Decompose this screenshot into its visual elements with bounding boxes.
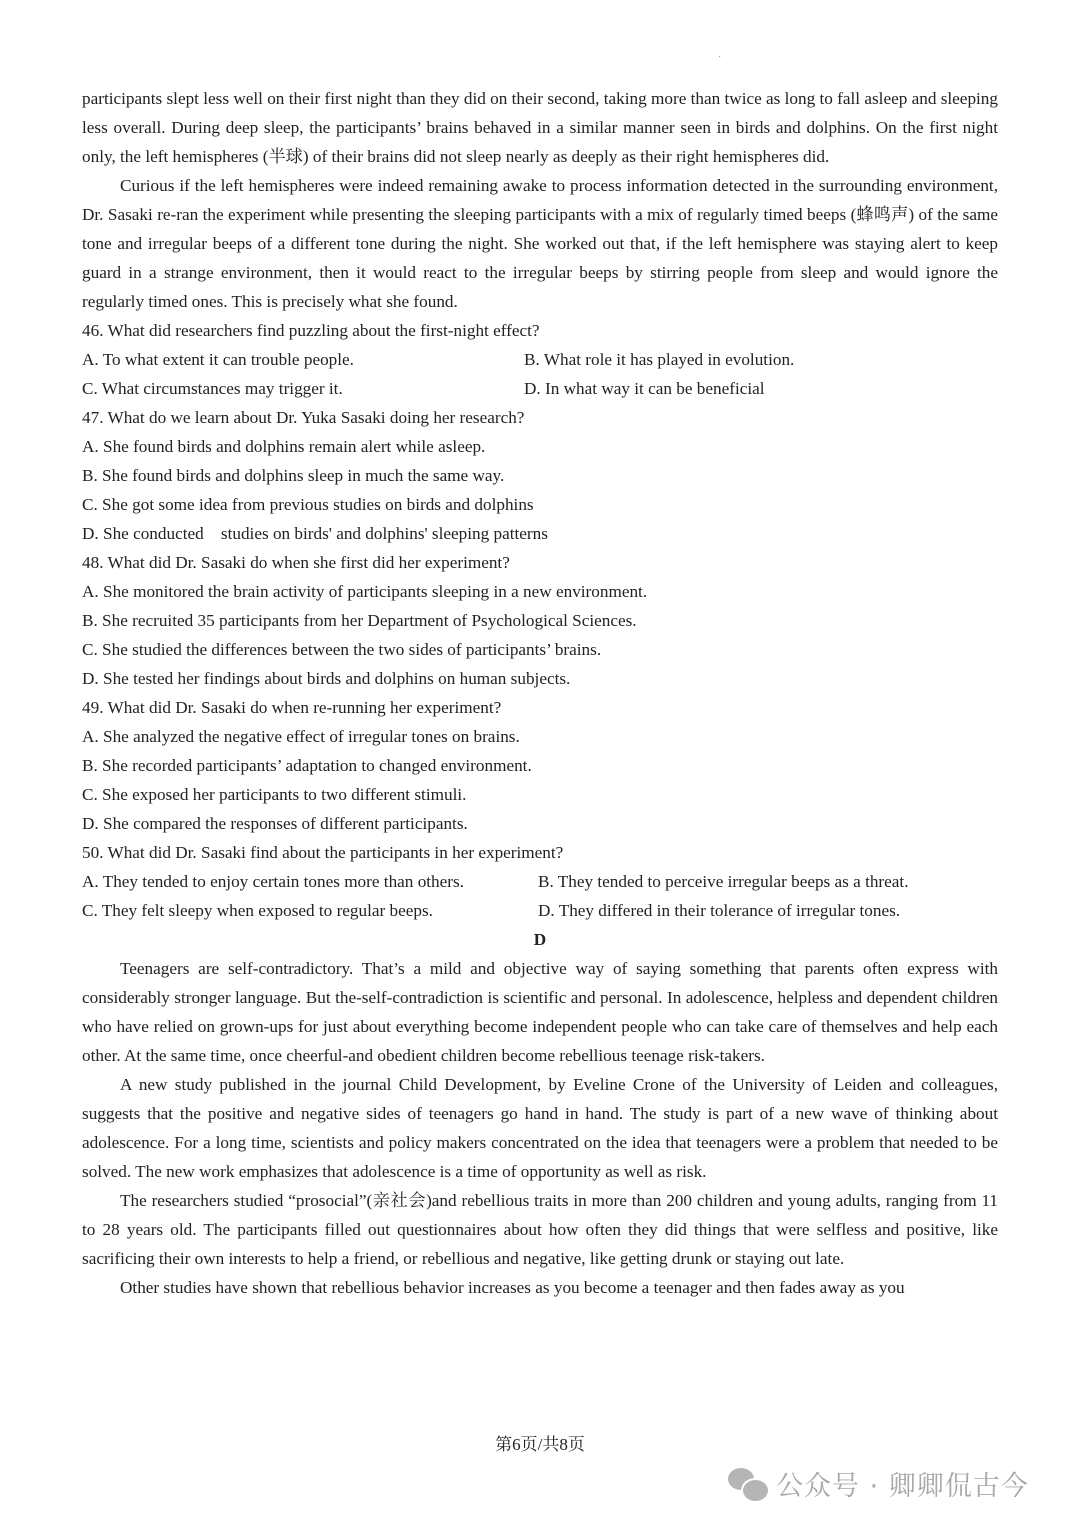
- passage-d-paragraph: A new study published in the journal Child Development, by Eveline Crone of the University of Leiden and colleagues, suggests that the positive and negative sides of teenagers go hand in hand. The study is part of a new wave of thinking about adolescence. For a long time, scientists and policy makers concentrated on the idea that teenagers were a problem that needed to be solved. The new work emphasizes that adolescence is a time of opportunity as well as risk.: [82, 1075, 998, 1181]
- option-d: D. She conducted studies on birds' and dolphins' sleeping patterns: [82, 524, 548, 543]
- option-a: A. She found birds and dolphins remain alert while asleep.: [82, 437, 486, 456]
- wechat-icon: [728, 1466, 768, 1502]
- passage-d-paragraph: The researchers studied “prosocial”(亲社会)and rebellious traits in more than 200 children and young adults, ranging from 11 to 28 years old. The participants filled out questionnaires about how often they did things that were selfless and positive, like sacrificing their own interests to help a friend, or rebellious and negative, like getting drunk or staying out late.: [82, 1191, 998, 1268]
- watermark-text: 公众号 · 卿卿侃古今: [776, 1471, 1029, 1502]
- option-b: B. She recruited 35 participants from her Department of Psychological Sciences.: [82, 611, 637, 630]
- option-b: B. What role it has played in evolution.: [524, 350, 795, 369]
- option-b: B. She recorded participants’ adaptation to changed environment.: [82, 756, 532, 775]
- question-47: 47. What do we learn about Dr. Yuka Sasaki doing her research?: [82, 408, 525, 427]
- option-b: B. She found birds and dolphins sleep in much the same way.: [82, 466, 505, 485]
- watermark: [728, 1464, 1029, 1503]
- stray-dot: ·: [718, 52, 722, 63]
- passage-c-paragraph: participants slept less well on their first night than they did on their second, taking more than twice as long to fall asleep and sleeping less overall. During deep sleep, the participants’ brains behaved in a similar manner seen in birds and dolphins. On the first night only, the left hemispheres (半球) of their brains did not sleep nearly as deeply as their right hemispheres did.: [82, 89, 998, 166]
- option-c: C. She studied the differences between the two sides of participants’ brains.: [82, 640, 602, 659]
- option-d: D. She tested her findings about birds and dolphins on human subjects.: [82, 669, 571, 688]
- option-c: C. She got some idea from previous studies on birds and dolphins: [82, 495, 534, 514]
- page-content: [82, 84, 998, 1302]
- option-a: A. She analyzed the negative effect of irregular tones on brains.: [82, 727, 520, 746]
- option-a: A. They tended to enjoy certain tones more than others.: [82, 872, 464, 891]
- passage-d-paragraph: Teenagers are self-contradictory. That’s a mild and objective way of saying something that parents often express with considerably stronger language. But the-self-contradiction is scientific and personal. In adolescence, helpless and dependent children who have relied on grown-ups for just about everything become independent people who can take care of themselves and help each other. At the same time, once cheerful-and obedient children become rebellious teenage risk-takers.: [82, 959, 998, 1065]
- passage-c-paragraph: Curious if the left hemispheres were indeed remaining awake to process information detected in the surrounding environment, Dr. Sasaki re-ran the experiment while presenting the sleeping participants with a mix of regularly timed beeps (蜂鸣声) of the same tone and irregular beeps of a different tone during the night. She worked out that, if the left hemisphere was staying alert to keep guard in a strange environment, then it would react to the irregular beeps by stirring people from sleep and would ignore the regularly timed ones. This is precisely what she found.: [82, 176, 998, 311]
- question-46: 46. What did researchers find puzzling about the first-night effect?: [82, 321, 540, 340]
- option-c: C. She exposed her participants to two different stimuli.: [82, 785, 467, 804]
- option-c: C. They felt sleepy when exposed to regular beeps.: [82, 901, 433, 920]
- question-48: 48. What did Dr. Sasaki do when she first did her experiment?: [82, 553, 510, 572]
- option-d: D. In what way it can be beneficial: [524, 379, 765, 398]
- question-50: 50. What did Dr. Sasaki find about the participants in her experiment?: [82, 843, 564, 862]
- section-d-heading: D: [533, 930, 547, 949]
- option-a: A. To what extent it can trouble people.: [82, 350, 354, 369]
- option-d: D. She compared the responses of different participants.: [82, 814, 468, 833]
- page-number: 第6页/共8页: [495, 1435, 585, 1454]
- option-c: C. What circumstances may trigger it.: [82, 379, 343, 398]
- option-a: A. She monitored the brain activity of participants sleeping in a new environment.: [82, 582, 648, 601]
- question-49: 49. What did Dr. Sasaki do when re-running her experiment?: [82, 698, 502, 717]
- passage-d-paragraph: Other studies have shown that rebellious behavior increases as you become a teenager and then fades away as you: [120, 1278, 905, 1297]
- option-b: B. They tended to perceive irregular beeps as a threat.: [538, 872, 909, 891]
- option-d: D. They differed in their tolerance of irregular tones.: [538, 901, 901, 920]
